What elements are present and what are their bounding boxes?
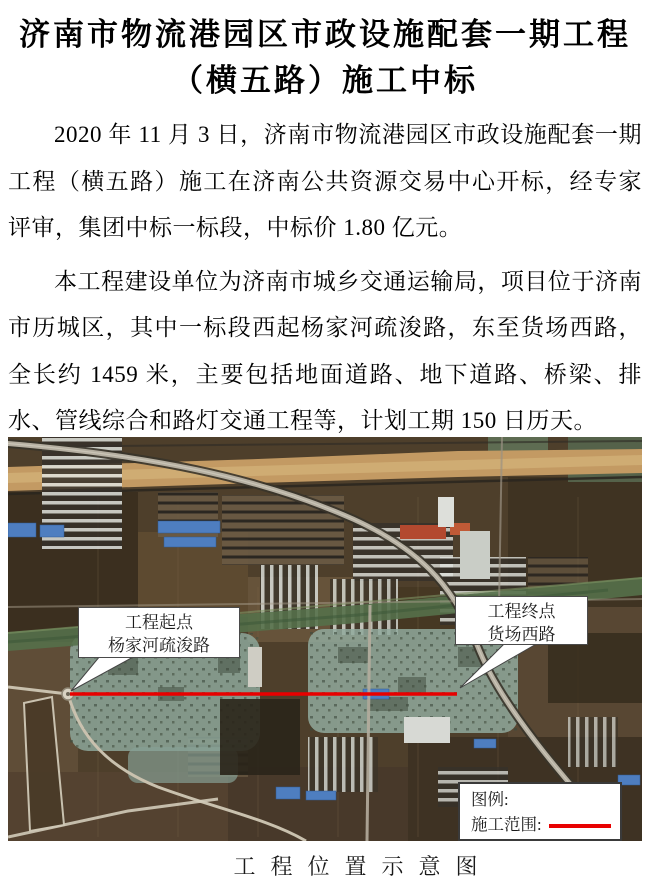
paragraph-project-scope: 本工程建设单位为济南市城乡交通运输局，项目位于济南市历城区，其中一标段西起杨家河疏浚路，东至货场西路，全长约 1459 米，主要包括地面道路、地下道路、桥梁、排水、管线综合和路灯交通工程等，计划工期 150 日历天。 (8, 268, 642, 433)
map-legend (458, 782, 622, 841)
legend-item-label: 施工范围: (471, 815, 542, 834)
project-location-map (8, 437, 642, 841)
end-callout (455, 596, 588, 645)
article-body (8, 112, 642, 445)
route-line-sample (549, 824, 611, 828)
page-title (4, 12, 646, 104)
end-callout-line1: 工程终点 (487, 602, 556, 621)
start-callout-line2: 杨家河疏浚路 (108, 636, 210, 655)
title-line-1: 济南市物流港园区市政设施配套一期工程 (19, 17, 631, 52)
end-callout-line2: 货场西路 (487, 625, 556, 644)
title-line-2: （横五路）施工中标 (172, 63, 478, 98)
start-callout (78, 607, 240, 658)
legend-title: 图例: (471, 790, 509, 809)
legend-item (471, 812, 620, 837)
paragraph-bid-result: 2020 年 11 月 3 日，济南市物流港园区市政设施配套一期工程（横五路）施工在济南公共资源交易中心开标，经专家评审，集团中标一标段，中标价 1.80 亿元。 (8, 122, 642, 240)
map-caption: 工程位置示意图 (233, 854, 493, 879)
start-callout-line1: 工程起点 (125, 613, 193, 632)
